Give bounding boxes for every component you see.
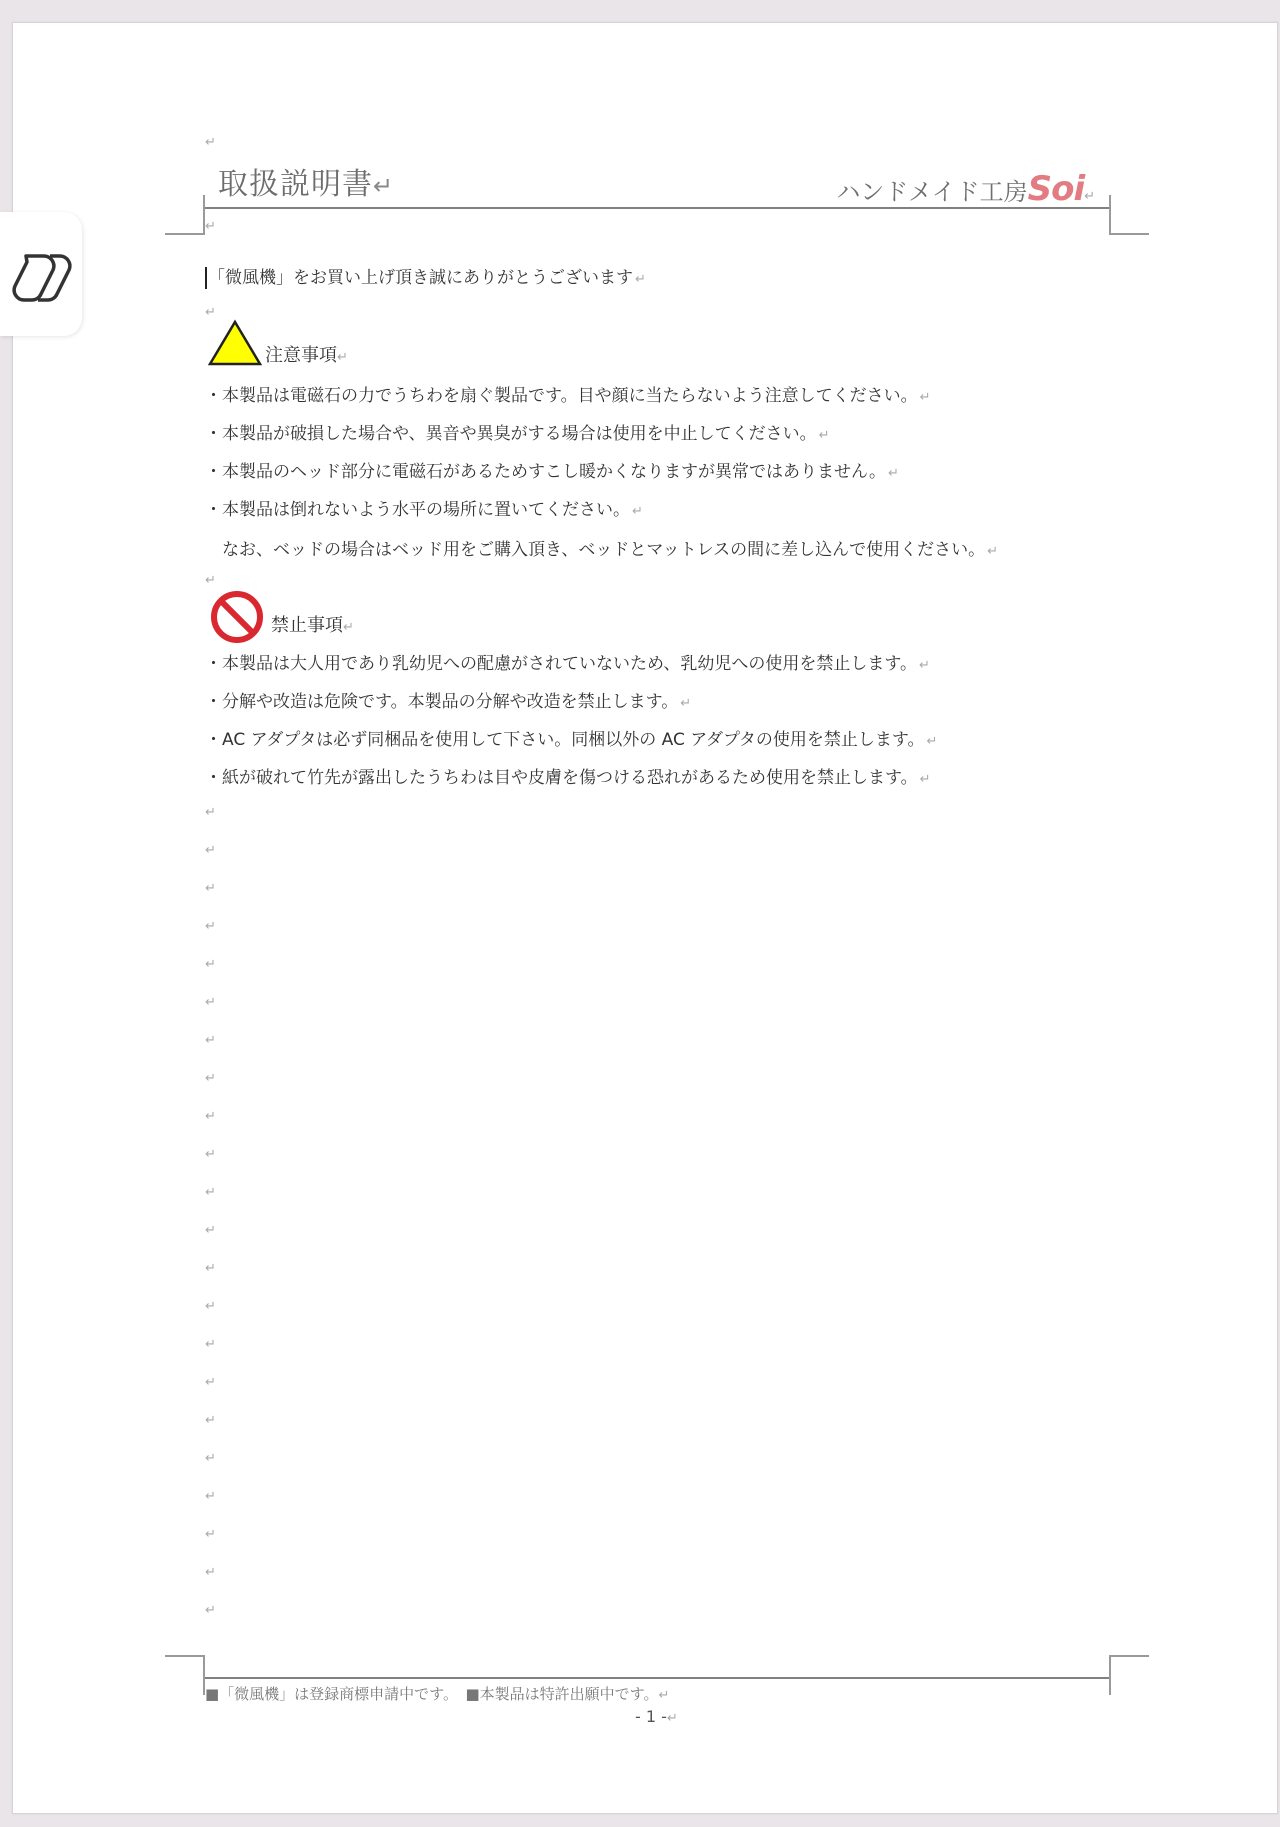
paragraph-mark: ↵	[205, 1147, 216, 1162]
paragraph-mark: ↵	[205, 1603, 216, 1618]
text-cursor	[205, 267, 207, 289]
paragraph-mark: ↵	[205, 573, 216, 588]
header-rule	[205, 207, 1109, 209]
paragraph-mark: ↵	[205, 1261, 216, 1276]
paragraph-mark: ↵	[205, 843, 216, 858]
brand-text: ハンドメイド工房	[836, 178, 1028, 206]
paragraph-mark: ↵	[373, 172, 395, 200]
paragraph-mark: ↵	[205, 1033, 216, 1048]
prohibited-heading[interactable]: 禁止事項↵	[271, 615, 354, 636]
paragraph-mark: ↵	[205, 919, 216, 934]
paragraph-mark: ↵	[205, 305, 216, 320]
document-title[interactable]: 取扱説明書↵	[218, 167, 395, 202]
copilot-button[interactable]	[0, 212, 82, 336]
crop-mark-bottom-right	[1109, 1655, 1149, 1695]
brand-logo: Soi	[1027, 169, 1085, 209]
crop-mark-top-right	[1109, 195, 1149, 235]
paragraph-mark: ↵	[205, 805, 216, 820]
caution-item[interactable]: なお、ベッドの場合はベッド用をご購入頂き、ベッドとマットレスの間に差し込んで使用ください。 ↵	[205, 540, 999, 560]
prohibited-item[interactable]: ・本製品は大人用であり乳幼児への配慮がされていないため、乳幼児への使用を禁止します。 ↵	[205, 654, 930, 674]
prohibited-item[interactable]: ・紙が破れて竹先が露出したうちわは目や皮膚を傷つける恐れがあるため使用を禁止します。 ↵	[205, 768, 931, 788]
crop-mark-bottom-left	[165, 1655, 205, 1695]
paragraph-mark: ↵	[205, 219, 216, 234]
caution-heading[interactable]: 注意事項↵	[265, 345, 348, 366]
paragraph-mark: ↵	[205, 1109, 216, 1124]
paragraph-mark: ↵	[205, 1223, 216, 1238]
paragraph-mark: ↵	[205, 957, 216, 972]
paragraph-mark: ↵	[205, 1413, 216, 1428]
paragraph-mark: ↵	[205, 1489, 216, 1504]
prohibition-icon	[209, 589, 265, 645]
paragraph-mark: ↵	[205, 881, 216, 896]
paragraph-mark: ↵	[205, 995, 216, 1010]
paragraph-mark: ↵	[205, 1071, 216, 1086]
prohibited-item[interactable]: ・AC アダプタは必ず同梱品を使用して下さい。同梱以外の AC アダプタの使用を禁止します。 ↵	[205, 730, 938, 750]
warning-triangle-icon	[207, 319, 263, 367]
caution-item[interactable]: ・本製品のヘッド部分に電磁石があるためすこし暖かくなりますが異常ではありません。 ↵	[205, 462, 899, 482]
footer-rule	[205, 1677, 1109, 1679]
prohibited-item[interactable]: ・分解や改造は危険です。本製品の分解や改造を禁止します。 ↵	[205, 692, 692, 712]
paragraph-mark: ↵	[205, 1299, 216, 1314]
footer-note[interactable]: ■「微風機」は登録商標申請中です。 ■本製品は特許出願中です。↵	[205, 1685, 670, 1703]
intro-line[interactable]: 「微風機」をお買い上げ頂き誠にありがとうございます ↵	[205, 263, 646, 289]
caution-item[interactable]: ・本製品は倒れないよう水平の場所に置いてください。 ↵	[205, 500, 643, 520]
paragraph-mark: ↵	[205, 1565, 216, 1580]
paragraph-mark: ↵	[205, 1337, 216, 1352]
caution-item[interactable]: ・本製品が破損した場合や、異音や異臭がする場合は使用を中止してください。 ↵	[205, 424, 830, 444]
paragraph-mark: ↵	[205, 1451, 216, 1466]
paragraph-mark: ↵	[205, 135, 216, 150]
paragraph-mark: ↵	[1084, 189, 1095, 204]
caution-item[interactable]: ・本製品は電磁石の力でうちわを扇ぐ製品です。目や顔に当たらないよう注意してください。 ↵	[205, 386, 931, 406]
copilot-icon	[12, 248, 76, 304]
paragraph-mark: ↵	[205, 1527, 216, 1542]
page-number: - 1 -↵	[635, 1707, 678, 1726]
paragraph-mark: ↵	[205, 1185, 216, 1200]
document-page[interactable]	[12, 22, 1278, 1814]
brand-header[interactable]	[836, 169, 1095, 209]
paragraph-mark: ↵	[205, 1375, 216, 1390]
crop-mark-top-left	[165, 195, 205, 235]
